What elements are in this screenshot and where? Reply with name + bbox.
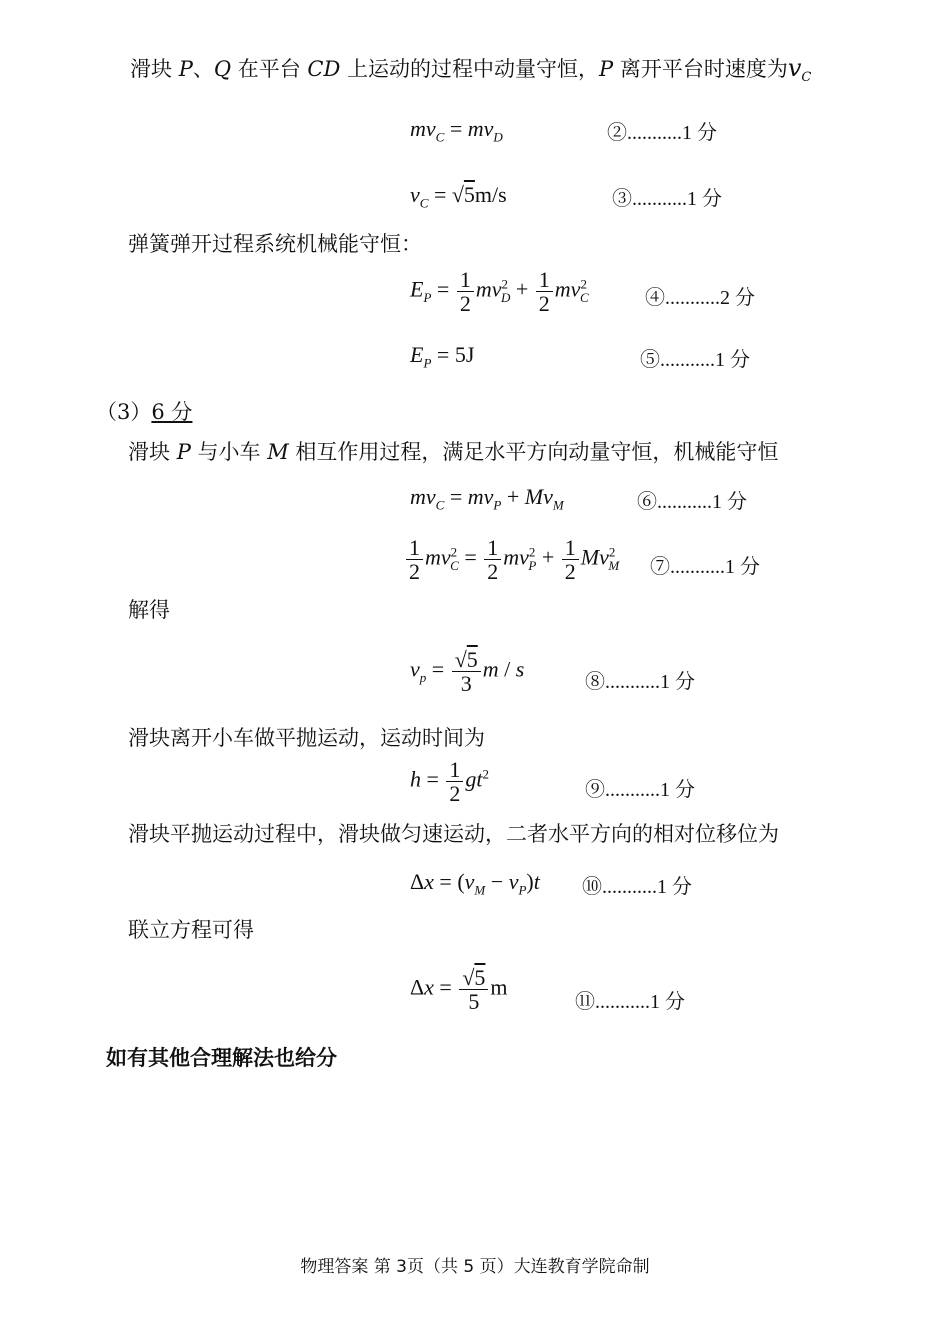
score-3: ③...........1 分 bbox=[612, 188, 722, 210]
score-10: ⑩...........1 分 bbox=[582, 876, 692, 898]
equation-10: $\Delta x = (v_M - v_P)t$ bbox=[410, 869, 540, 898]
equation-6: $mv_C = mv_P + Mv_M$ bbox=[410, 484, 564, 513]
equation-11: Δx = $\frac{√5}{5}$ m bbox=[410, 965, 508, 1015]
equation-9: h = $\frac{1}{2}$ $gt^2$ bbox=[410, 757, 490, 807]
equation-7: $\frac{1}{2}$ $mv^2_C$ = $\frac{1}{2}$ $mv^2_P$ + $\frac{1}{2}$ $Mv^2_M$ bbox=[404, 536, 619, 583]
score-9: ⑨...........1 分 bbox=[585, 779, 695, 801]
equation-3: $v_C = √5m/s$ bbox=[410, 182, 507, 211]
score-2: ②...........1 分 bbox=[607, 122, 717, 144]
score-5: ⑤...........1 分 bbox=[640, 349, 750, 371]
part3-heading: （3）6 分 bbox=[96, 400, 193, 424]
intro-line-momentum: 滑块 P、Q 在平台 CD 上运动的过程中动量守恒，P 离开平台时速度为$v_C$ bbox=[130, 54, 812, 86]
page-footer: 物理答案 第 3页（共 5 页）大连教育学院命制 bbox=[300, 1257, 650, 1277]
score-7: ⑦...........1 分 bbox=[650, 556, 760, 578]
score-11: ⑪...........1 分 bbox=[575, 991, 685, 1013]
score-8: ⑧...........1 分 bbox=[585, 671, 695, 693]
cart-intro: 滑块 P 与小车 M 相互作用过程，满足水平方向动量守恒，机械能守恒 bbox=[128, 440, 779, 464]
equation-4: $E_P$ = $\frac{1}{2}$ $mv^2_D$ + $\frac{1}{2}$ $mv^2_C$ bbox=[410, 267, 589, 317]
combine-label: 联立方程可得 bbox=[128, 918, 254, 942]
equation-8: $v_p$ = $\frac{√5}{3}$ m / s bbox=[410, 647, 525, 697]
projectile-intro: 滑块离开小车做平抛运动，运动时间为 bbox=[128, 726, 485, 750]
score-6: ⑥...........1 分 bbox=[637, 491, 747, 513]
energy-intro: 弹簧弹开过程系统机械能守恒： bbox=[128, 232, 422, 256]
relative-intro: 滑块平抛运动过程中，滑块做匀速运动，二者水平方向的相对位移位为 bbox=[128, 822, 779, 846]
score-4: ④...........2 分 bbox=[645, 287, 755, 309]
alternate-solution-note: 如有其他合理解法也给分 bbox=[106, 1046, 337, 1070]
equation-2: $mv_C = mv_D$ bbox=[410, 116, 503, 145]
solve-label: 解得 bbox=[128, 598, 170, 622]
equation-5: $E_P = 5J$ bbox=[410, 342, 475, 371]
